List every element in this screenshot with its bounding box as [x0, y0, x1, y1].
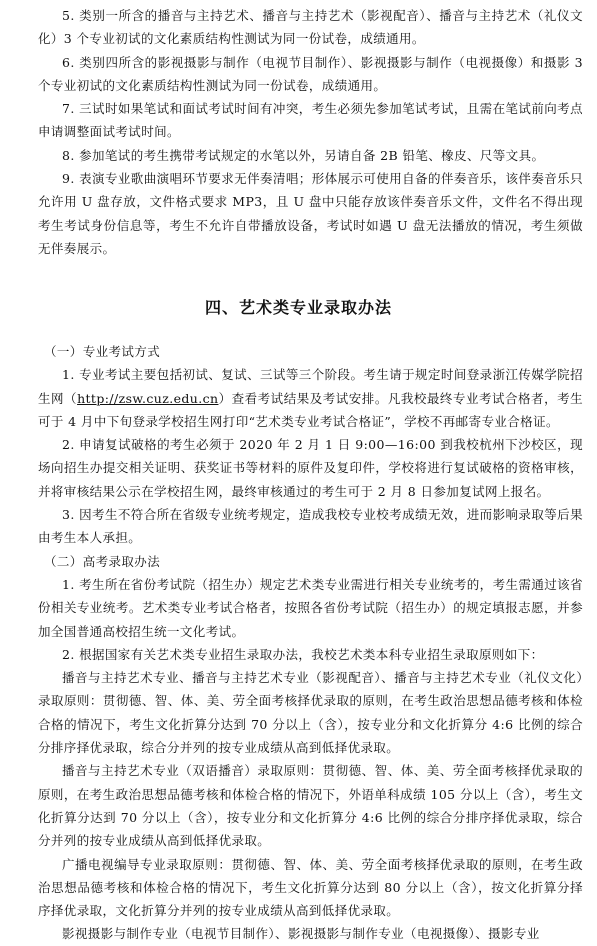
subsection-heading-admission-method: （二）高考录取办法 — [44, 553, 161, 569]
admission-rule-broadcasting: 播音与主持艺术专业、播音与主持艺术专业（影视配音）、播音与主持艺术专业（礼仪文化）录取原则：贯彻德、智、体、美、劳全面考核择优录取的原则，在考生政治思想品德考核和体检合格的情况下，考生文化折算分达到 70 分以上（含），按专业分和文化折算分 4:6 比例的综合分排序择优录取，综合分并列的按专业成绩从高到低择优录取。 — [38, 670, 583, 756]
admission-rule-directing: 广播电视编导专业录取原则：贯彻德、智、体、美、劳全面考核择优录取的原则，在考生政治思想品德考核和体检合格的情况下，考生文化折算分达到 80 分以上（含），按文化折算分择序择优录取，文化折算分并列的按专业成绩从高到低择优录取。 — [38, 856, 583, 919]
note-item-9: 9. 表演专业歌曲演唱环节要求无伴奏清唱；形体展示可使用自备的伴奏音乐，该伴奏音乐只允许用 U 盘存放，文件格式要求 MP3，且 U 盘中只能存放该伴奏音乐文件，文件名不得出现考生考试身份信息等，考生不允许自带播放设备，考试时如遇 U 盘无法播放的情况，考生须做无伴奏展示。 — [38, 171, 583, 256]
note-item-8: 8. 参加笔试的考生携带考试规定的水笔以外，另请自备 2B 铅笔、橡皮、尺等文具。 — [62, 147, 545, 163]
admission-item-2: 2. 根据国家有关艺术类专业招生录取办法，我校艺术类本科专业招生录取原则如下： — [62, 646, 544, 662]
admission-item-1: 1. 考生所在省份考试院（招生办）规定艺术类专业需进行相关专业统考的，考生需通过该省份相关专业统考。艺术类专业考试合格者，按照各省份考试院（招生办）的规定填报志愿，并参加全国普通高校招生统一文化考试。 — [38, 576, 583, 639]
exam-notes-list — [38, 4, 583, 260]
note-item-5: 5. 类别一所含的播音与主持艺术、播音与主持艺术（影视配音）、播音与主持艺术（礼仪文化）3 个专业初试的文化素质结构性测试为同一份试卷，成绩通用。 — [38, 8, 583, 47]
admissions-website-link[interactable]: http://zsw.cuz.edu.cn — [77, 390, 219, 406]
note-item-6: 6. 类别四所含的影视摄影与制作（电视节目制作）、影视摄影与制作（电视摄像）和摄影 3 个专业初试的文化素质结构性测试为同一份试卷，成绩通用。 — [38, 54, 583, 93]
section-title: 四、艺术类专业录取办法 — [204, 298, 392, 317]
exam-method-item-2: 2. 申请复试破格的考生必须于 2020 年 2 月 1 日 9:00—16:00 到我校杭州下沙校区，现场向招生办提交相关证明、获奖证书等材料的原件及复印件，学校将进行复试破格的资格审核，并将审核结果公示在学校招生网，最终审核通过的考生可于 2 月 8 日参加复试网上报名。 — [38, 437, 583, 499]
exam-method-item-1-text-a: 1. 专业考试主要包括初试、复试、三试等三个阶段。考生请于规定时间登录浙江传媒学院招生网（ — [38, 367, 583, 406]
admission-rule-film-photography: 影视摄影与制作专业（电视节目制作）、影视摄影与制作专业（电视摄像）、摄影专业 — [62, 926, 540, 942]
subsection-heading-exam-method: （一）专业考试方式 — [44, 344, 161, 359]
admission-rules — [38, 340, 583, 946]
exam-method-item-1 — [38, 363, 583, 433]
note-item-7: 7. 三试时如果笔试和面试考试时间有冲突，考生必须先参加笔试考试，且需在笔试前向考点申请调整面试考试时间。 — [38, 101, 583, 140]
admission-rule-bilingual: 播音与主持艺术专业（双语播音）录取原则：贯彻德、智、体、美、劳全面考核择优录取的原则，在考生政治思想品德考核和体检合格的情况下，外语单科成绩 105 分以上（含），考生文化折算分达到 70 分以上（含），按专业分和文化折算分 4:6 比例的综合分排序择优录取，综合分并列的按专业成绩从高到低择优录取。 — [38, 763, 583, 849]
exam-method-item-1-text-b: ）查看考试结果及考试安排。凡我校最终专业考试合格者，考生可于 4 月中下旬登录学校招生网打印“艺术类专业考试合格证”，学校不再邮寄专业合格证。 — [38, 390, 584, 429]
exam-method-item-3: 3. 因考生不符合所在省级专业统考规定，造成我校专业校考成绩无效，进而影响录取等后果由考生本人承担。 — [38, 507, 583, 546]
